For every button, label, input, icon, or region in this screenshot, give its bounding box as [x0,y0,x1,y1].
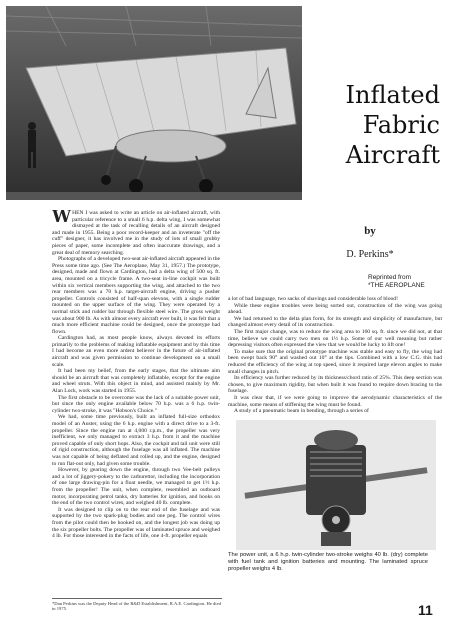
paragraph-10: While these engine troubles were being sorted out, construction of the wing was going ahead. [228,302,442,316]
paragraph-11: We had returned to the delta plan form, for its strength and simplicity of manufacture, but changed almost every detail of its construction. [228,315,442,329]
title-line-2: Fabric [362,111,440,139]
paragraph-2: Photographs of a developed two-seat air-inflated aircraft appeared in the Press some time ago. (See The Aeroplane, May 31, 1957.) The prototype, designed, made and flown at Cardington, had a delta wing of 500 sq. ft. area, mounted on a tricycle frame. A two-seat in-line cockpit was built within six vertical members supporting the wing, and attached to the two rear members was a 70 h.p. target-aircraft engine, driving a pusher propeller. Controls consisted of half-span elevons, with a single rudder mounted on the upper surface of the wing. They were operated by a normal stick and rudder bar through flexible steel wire. The gross weight was about 900 lb. As with almost every aircraft ever built, it was felt that a much more efficient machine could be designed, once the prototype had flown. [52,256,220,335]
article-title [310,80,440,170]
photo-caption: The power unit, a 6 h.p. twin-cylinder two-stroke weighs 40 lb. (dry) complete with fuel tank and ignition batteries and mounting. The laminated spruce propeller weighs 4 lb. [228,552,428,572]
paragraph-16: A study of a pneumatic beam in bending, through a series of [234,408,369,415]
paragraph-1-text: HEN I was asked to write an article on air-inflated aircraft, with particular reference to a small 6 h.p. delta wing, I was somewhat dismayed at the task of recalling details of an aircraft designed and made in 1955. Being a poor record-keeper and an inveterate "off the cuff" designer, it has involved me in the study of lots of small grubby pieces of paper, some incomplete and often inaccurate drawings, and a great deal of memory searching. [52,210,220,256]
paragraph-3: Cardington had, as most people know, always devoted its efforts primarily to the problems of making inflatable equipment and by this time I had become an even more ardent believer in the future of air-inflated aircraft and was given permission to continue development on a small scale. [52,335,220,368]
byline [300,225,440,260]
paragraph-12: The first major change, was to reduce the wing area to 160 sq. ft. since we did not, at that time, believe we could carry two men on 1½ h.p. Some of our well meaning but rather depressing visitors often expressed the view that we would be lucky to lift one! [228,328,442,349]
article-column-left [52,210,220,610]
paragraph-9: a lot of bad language, two sacks of shavings and considerable loss of blood! [228,296,398,302]
paragraph-8: It was designed to clip on to the rear end of the fuselage and was supported by the two spark-plug bodies and one peg. The control wires from the pilot could then be hooked on, and the longest job was doing up the six propeller bolts. The propeller was of laminated spruce and weighed 4 lb. For those interested in the facts of life, one 4-ft. propeller equals [52,506,220,540]
drop-cap: W [52,210,72,227]
title-line-1: Inflated [345,81,440,109]
paragraph-4: It had been my belief, from the early stages, that the ultimate aim should be an aircraft that was completely inflatable, except for the engine and wheel struts. With this object in mind, and assisted mainly by Mr. Alan Lock, work was started in 1955. [52,368,220,395]
paragraph-6: We had, some time previously, built an inflated full-size orthodox model of an Auster, using the 6 h.p. engine with a direct drive to a 3-ft. propeller. Since the engine ran at 4,000 r.p.m., the propeller was very inefficient, we only managed to extract 3 h.p. from it and the machine proved capable of only short hops. Also, the cockpit and tail unit were still of rigid construction, although the fuselage was all inflated. The machine was not capable of being deflated and rolled up, and the engine, designed to run flat-out only, had given some trouble. [52,414,220,467]
title-line-3: Aircraft [345,141,440,169]
reprint-line-1: Reprinted from [368,274,411,281]
page-number: 11 [418,602,433,618]
reprint-line-2: *THE AEROPLANE [368,282,425,289]
paragraph-5: The first obstacle to be overcome was the lack of a suitable power unit, but since the only engine available below 70 h.p. was a 6 h.p. twin-cylinder two-stroke, it was "Hobson's Choice." [52,394,220,414]
paragraph-1 [52,210,220,256]
engine-photo [236,420,436,550]
reprint-note [368,274,446,290]
paragraph-14: Its efficiency was further reduced by its thickness/chord ratio of 25%. This deep section was chosen, to give maximum rigidity, but when built it was found to require down bracing to the fuselage. [228,375,442,395]
paragraph-7: However, by gearing down the engine, through two Vee-belt pulleys and a lot of jiggery-pokery to the carburettor, including the incorporation of one large drawing-pin for a float needle, we managed to get 1½ h.p. from the propeller! The unit, when complete, resembled an outboard motor, incorporating petrol tanks, dry batteries for ignition, and hooks on the end of the two control wires, and weighed 40 lb. complete. [52,467,220,507]
aircraft-photo [6,6,302,200]
paragraph-15: It was clear that, if we were going to improve the aerodynamic characteristics of the machine, some means of stiffening the wing must be found. [228,394,442,408]
author-name: D. Perkins* [346,249,394,260]
paragraph-13: To make sure that the original prototype machine was stable and easy to fly, the wing had been swept back 90° and washed out 10° at the tips. Combined with a low C.G. this had reduced the efficiency of the wing at top speed, since it required large elevon angles to make small changes in pitch. [228,348,442,375]
article-column-right [228,296,442,416]
footnote: *Dan Perkins was the Deputy Head of the R&D Establishment, R.A.E. Cardington. He died in 1975. [52,598,222,612]
by-word: by [364,225,376,237]
